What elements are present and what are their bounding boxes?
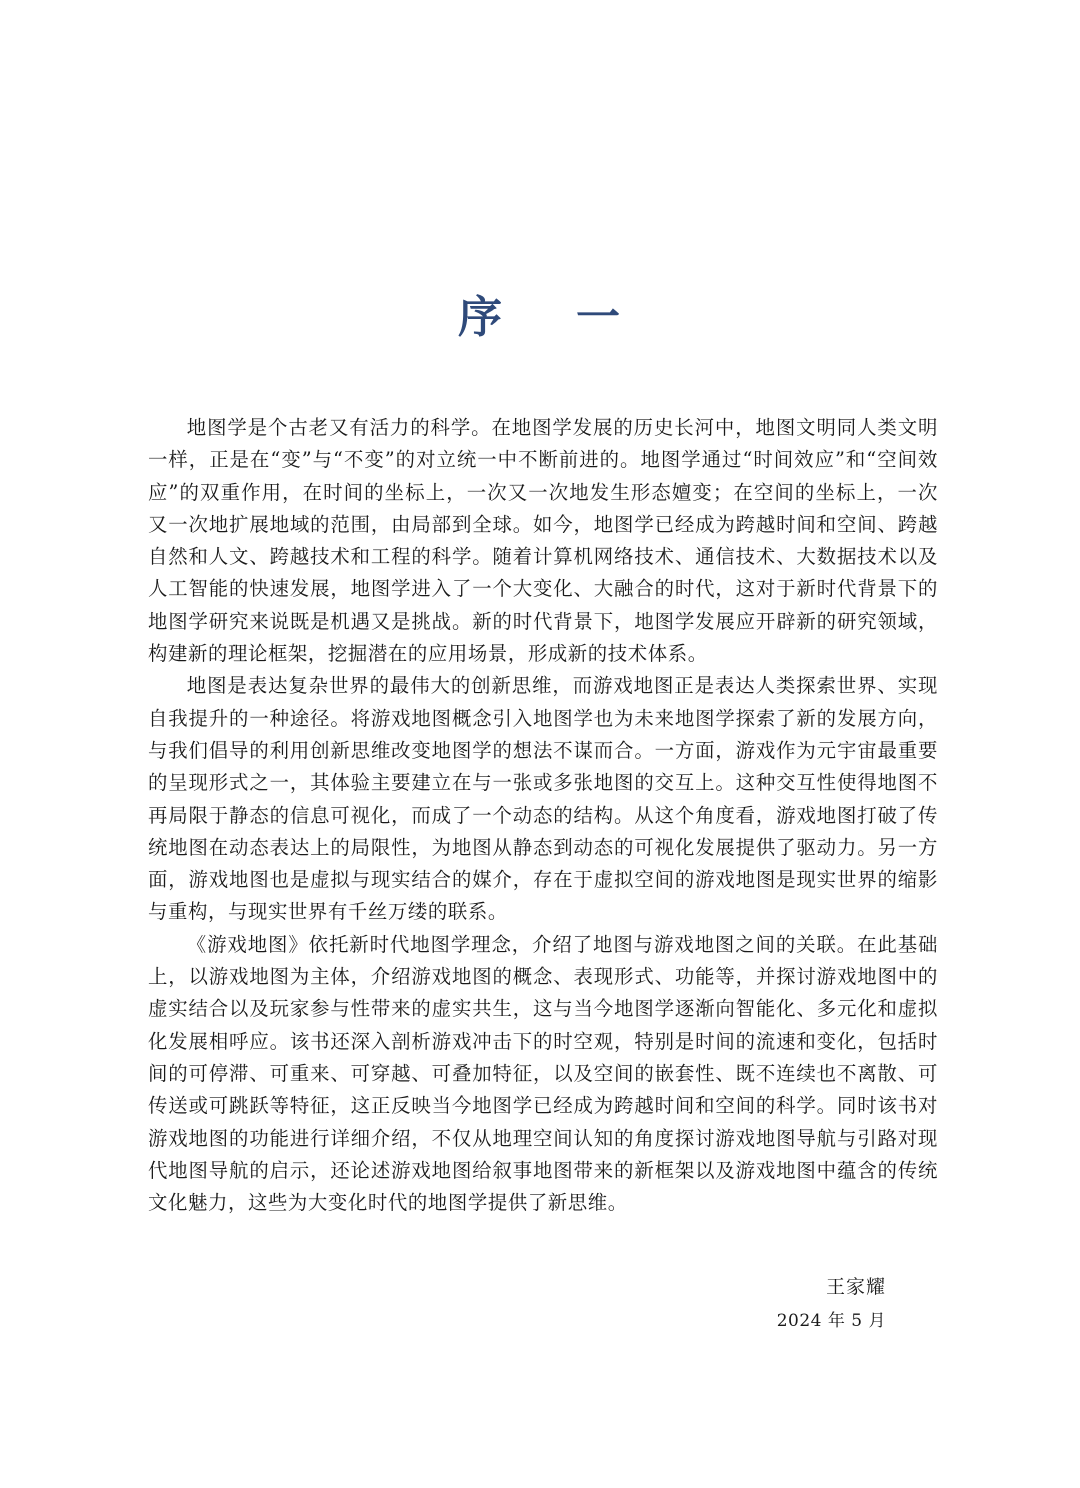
signature-date: 2024 年 5 月 xyxy=(776,1311,886,1331)
title-char-1: 序 xyxy=(458,292,504,343)
author-signature: 王家耀 xyxy=(825,1276,886,1298)
title-char-2: 一 xyxy=(576,292,622,343)
page-title xyxy=(0,286,1080,350)
paragraph-2: 地图是表达复杂世界的最伟大的创新思维，而游戏地图正是表达人类探索世界、实现自我提升的一种途径。将游戏地图概念引入地图学也为未来地图学探索了新的发展方向，与我们倡导的利用创新思维改变地图学的想法不谋而合。一方面，游戏作为元宇宙最重要的呈现形式之一，其体验主要建立在与一张或多张地图的交互上。这种交互性使得地图不再局限于静态的信息可视化，而成了一个动态的结构。从这个角度看，游戏地图打破了传统地图在动态表达上的局限性，为地图从静态到动态的可视化发展提供了驱动力。另一方面，游戏地图也是虚拟与现实结合的媒介，存在于虚拟空间的游戏地图是现实世界的缩影与重构，与现实世界有千丝万缕的联系。 xyxy=(148,674,938,924)
paragraph-3: 《游戏地图》依托新时代地图学理念，介绍了地图与游戏地图之间的关联。在此基础上，以游戏地图为主体，介绍游戏地图的概念、表现形式、功能等，并探讨游戏地图中的虚实结合以及玩家参与性带来的虚实共生，这与当今地图学逐渐向智能化、多元化和虚拟化发展相呼应。该书还深入剖析游戏冲击下的时空观，特别是时间的流速和变化，包括时间的可停滞、可重来、可穿越、可叠加特征，以及空间的嵌套性、既不连续也不离散、可传送或可跳跃等特征，这正反映当今地图学已经成为跨越时间和空间的科学。同时该书对游戏地图的功能进行详细介绍，不仅从地理空间认知的角度探讨游戏地图导航与引路对现代地图导航的启示，还论述游戏地图给叙事地图带来的新框架以及游戏地图中蕴含的传统文化魅力，这些为大变化时代的地图学提供了新思维。 xyxy=(148,932,938,1215)
paragraph-1: 地图学是个古老又有活力的科学。在地图学发展的历史长河中，地图文明同人类文明一样，正是在“变”与“不变”的对立统一中不断前进的。地图学通过“时间效应”和“空间效应”的双重作用，在时间的坐标上，一次又一次地发生形态嬗变；在空间的坐标上，一次又一次地扩展地域的范围，由局部到全球。如今，地图学已经成为跨越时间和空间、跨越自然和人文、跨越技术和工程的科学。随着计算机网络技术、通信技术、大数据技术以及人工智能的快速发展，地图学进入了一个大变化、大融合的时代，这对于新时代背景下的地图学研究来说既是机遇又是挑战。新的时代背景下，地图学发展应开辟新的研究领域，构建新的理论框架，挖掘潜在的应用场景，形成新的技术体系。 xyxy=(148,416,938,666)
preface-body xyxy=(148,412,938,1219)
